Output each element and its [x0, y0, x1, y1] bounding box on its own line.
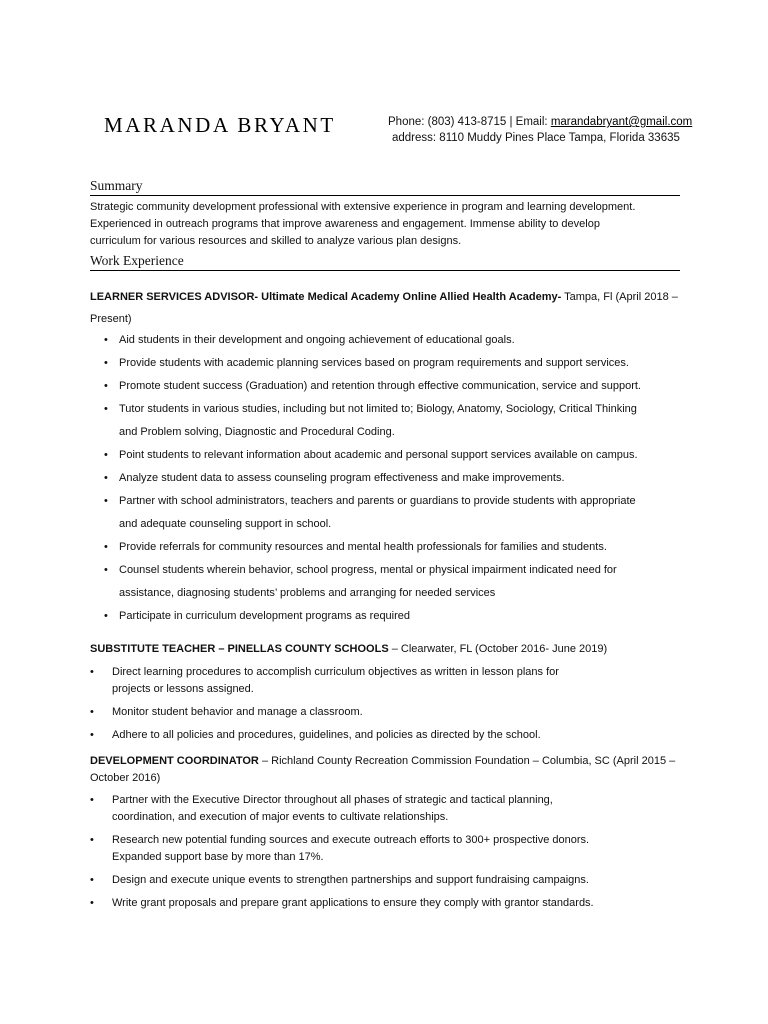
- bullet-icon: •: [90, 666, 94, 678]
- bullet-icon: •: [90, 834, 94, 846]
- job-title-learner-services: [90, 286, 690, 330]
- contact-line: [388, 114, 692, 130]
- list-item: • Counsel students wherein behavior, school progress, mental or physical impairment indicated need for: [0, 559, 768, 582]
- list-item: • Promote student success (Graduation) and retention through effective communication, service and support.: [0, 375, 768, 398]
- list-item: • Adhere to all policies and procedures, guidelines, and policies as directed by the school.: [0, 727, 768, 744]
- list-item: • Provide referrals for community resources and mental health professionals for families and students.: [0, 536, 768, 559]
- job-location-dates: – Clearwater, FL (October 2016- June 2019): [388, 643, 608, 655]
- list-item: • Design and execute unique events to strengthen partnerships and support fundraising campaigns.: [0, 872, 768, 889]
- bullet-icon: •: [104, 610, 108, 622]
- list-item: • Write grant proposals and prepare grant applications to ensure they comply with grantor standards.: [0, 895, 768, 912]
- bullet-icon: •: [90, 706, 94, 718]
- job-bullets-substitute-teacher: [0, 664, 768, 750]
- job-dates-continued: Present): [90, 313, 132, 325]
- summary-line: Experienced in outreach programs that improve awareness and engagement. Immense ability to develop: [90, 218, 600, 230]
- list-item: • Analyze student data to assess counseling program effectiveness and make improvements.: [0, 467, 768, 490]
- bullet-icon: •: [90, 794, 94, 806]
- bullet-icon: •: [104, 357, 108, 369]
- bullet-icon: •: [104, 403, 108, 415]
- list-item-continuation: coordination, and execution of major events to cultivate relationships.: [112, 811, 449, 823]
- job-bullets-learner-services: [0, 329, 768, 628]
- bullet-icon: •: [104, 449, 108, 461]
- job-title-bold: DEVELOPMENT COORDINATOR: [90, 755, 259, 767]
- list-item-continuation: assistance, diagnosing students’ problems and arranging for needed services: [119, 587, 496, 599]
- bullet-icon: •: [104, 564, 108, 576]
- job-bullets-development-coordinator: [0, 792, 768, 918]
- summary-line: Strategic community development professional with extensive experience in program and learning development.: [90, 201, 636, 213]
- email-link[interactable]: marandabryant@gmail.com: [550, 116, 693, 128]
- bullet-icon: •: [104, 334, 108, 346]
- contact-block: [388, 114, 692, 146]
- list-item: • Tutor students in various studies, including but not limited to; Biology, Anatomy, Sociology, Critical Thinking: [0, 398, 768, 421]
- job-dates-continued: October 2016): [90, 772, 161, 784]
- job-title-development-coordinator: [90, 753, 690, 787]
- list-item: • Direct learning procedures to accomplish curriculum objectives as written in lesson plans for: [0, 664, 768, 681]
- list-item: • Research new potential funding sources and execute outreach efforts to 300+ prospective donors.: [0, 832, 768, 849]
- phone-text: Phone: (803) 413-8715 | Email:: [388, 116, 551, 128]
- job-location-dates: – Richland County Recreation Commission Foundation – Columbia, SC (April 2015 –: [258, 755, 676, 767]
- summary-text: [90, 199, 680, 250]
- job-title-substitute-teacher: [90, 641, 690, 658]
- list-item-continuation: projects or lessons assigned.: [112, 683, 254, 695]
- list-item-continuation: and Problem solving, Diagnostic and Procedural Coding.: [119, 426, 395, 438]
- bullet-icon: •: [104, 472, 108, 484]
- list-item: • Partner with school administrators, teachers and parents or guardians to provide students with appropriate: [0, 490, 768, 513]
- list-item: • Participate in curriculum development programs as required: [0, 605, 768, 628]
- bullet-icon: •: [90, 897, 94, 909]
- list-item: • Monitor student behavior and manage a classroom.: [0, 704, 768, 721]
- bullet-icon: •: [104, 495, 108, 507]
- list-item-continuation: and adequate counseling support in school.: [119, 518, 332, 530]
- bullet-icon: •: [90, 729, 94, 741]
- job-title-bold: SUBSTITUTE TEACHER – PINELLAS COUNTY SCHOOLS: [90, 643, 389, 655]
- bullet-icon: •: [104, 541, 108, 553]
- bullet-icon: •: [90, 874, 94, 886]
- summary-line: curriculum for various resources and skilled to analyze various plan designs.: [90, 235, 462, 247]
- list-item: • Point students to relevant information about academic and personal support services available on campus.: [0, 444, 768, 467]
- list-item: • Aid students in their development and ongoing achievement of educational goals.: [0, 329, 768, 352]
- address-text: address: 8110 Muddy Pines Place Tampa, Florida 33635: [392, 132, 680, 144]
- job-title-bold: LEARNER SERVICES ADVISOR- Ultimate Medical Academy Online Allied Health Academy-: [90, 291, 562, 303]
- list-item: • Partner with the Executive Director throughout all phases of strategic and tactical planning,: [0, 792, 768, 809]
- job-location-dates: Tampa, Fl (April 2018 –: [561, 291, 678, 303]
- bullet-icon: •: [104, 380, 108, 392]
- summary-heading: Summary: [90, 178, 680, 196]
- candidate-name: MARANDA BRYANT: [104, 113, 336, 137]
- list-item: • Provide students with academic planning services based on program requirements and support services.: [0, 352, 768, 375]
- work-experience-heading: Work Experience: [90, 253, 680, 271]
- list-item-continuation: Expanded support base by more than 17%.: [112, 851, 324, 863]
